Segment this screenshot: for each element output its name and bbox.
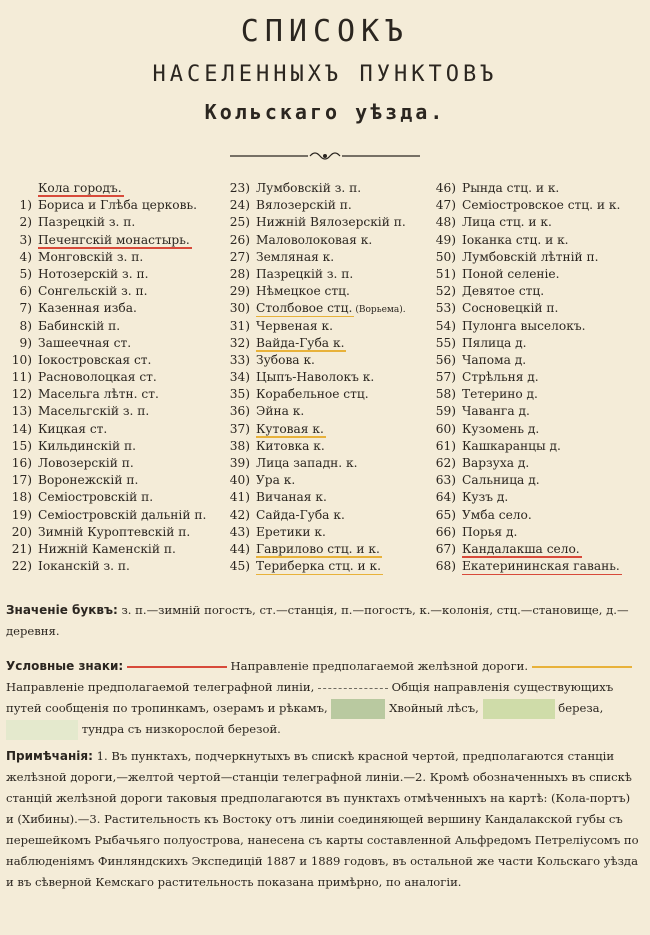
tundra-swatch — [6, 720, 78, 740]
list-item-name: Лумбовскiй з. п. — [256, 181, 362, 195]
list-item — [428, 249, 648, 266]
dashed-line-symbol — [318, 688, 388, 689]
list-item — [222, 403, 432, 420]
list-item-number: 48) — [435, 215, 456, 230]
list-item-name: Вялозерскiй п. — [256, 198, 352, 213]
list-column-1 — [6, 180, 216, 575]
list-item — [6, 232, 216, 249]
list-item-name: Пазрецкiй з. п. — [256, 266, 354, 281]
list-item — [6, 472, 216, 489]
list-item-name: Гаврилово стц. и к. — [256, 541, 380, 556]
list-item — [222, 558, 432, 575]
list-item — [222, 438, 432, 455]
list-item-name: Iоканка стц. и к. — [462, 232, 569, 247]
notes-label: Примѣчанiя: — [6, 749, 93, 763]
list-item-number: 7) — [19, 301, 32, 316]
list-item-name: Пазрецкiй з. п. — [38, 215, 136, 230]
list-item — [222, 232, 432, 249]
list-item — [428, 318, 648, 335]
list-item-note: (Ворьема). — [355, 305, 406, 316]
list-item-name: Лица стц. и к. — [462, 215, 552, 230]
list-item — [222, 318, 432, 335]
list-item-name: Кутовая к. — [256, 421, 324, 436]
list-item-name: Кашкаранцы д. — [462, 438, 561, 453]
list-item-name: Еретики к. — [256, 524, 326, 539]
list-item-name: Вичаная к. — [256, 490, 327, 505]
list-item-name: Чаванга д. — [462, 404, 530, 419]
list-item-number: 14) — [11, 421, 32, 436]
list-item-number: 24) — [229, 198, 250, 213]
list-item — [6, 403, 216, 420]
list-item-name: Семiостровскiй дальнiй п. — [38, 507, 207, 522]
list-item-name: Семiостровскiй п. — [38, 490, 154, 505]
list-item-name: Сосновецкiй п. — [462, 301, 559, 316]
list-item — [428, 455, 648, 472]
list-item-number: 63) — [435, 473, 456, 488]
list-item-name: Маловолоковая к. — [256, 232, 373, 247]
list-item-number: 30) — [229, 301, 250, 316]
list-item — [222, 300, 432, 317]
list-item-name: Сонгельскiй з. п. — [38, 284, 148, 299]
list-item-name: Расноволоцкая ст. — [38, 370, 157, 385]
list-item-name: Цыпъ-Наволокъ к. — [256, 370, 375, 385]
list-item — [222, 197, 432, 214]
list-item-name: Пялица д. — [462, 335, 527, 350]
list-item-name: Зашеечная ст. — [38, 335, 132, 350]
list-item-number: 16) — [11, 456, 32, 470]
list-item — [6, 266, 216, 283]
list-item-number: 68) — [435, 559, 456, 574]
list-item-number: 22) — [11, 559, 32, 574]
list-item — [428, 507, 648, 524]
list-item — [222, 386, 432, 403]
list-item-number: 34) — [229, 370, 250, 385]
list-item — [428, 197, 648, 214]
list-item-name: Китовка к. — [256, 438, 325, 453]
list-item-number: 54) — [435, 318, 456, 333]
list-item-number: 44) — [229, 541, 250, 556]
list-item — [222, 283, 432, 300]
list-item-number: 6) — [19, 284, 32, 299]
list-item-name: Кола городъ. — [38, 181, 122, 195]
list-item-number: 9) — [19, 335, 32, 350]
list-item-number: 67) — [435, 541, 456, 556]
list-item-name: Бориса и Глѣба церковь. — [38, 198, 197, 213]
list-item-number: 51) — [435, 266, 456, 281]
list-item — [428, 283, 648, 300]
list-item-number: 53) — [435, 301, 456, 316]
letters-text: з. п.—зимнiй погостъ, ст.—станцiя, п.—погостъ, к.—колонiя, стц.—становище, д.—деревня. — [6, 603, 629, 638]
red-line-symbol — [127, 666, 227, 668]
notes-section — [6, 746, 640, 893]
list-item-number: 29) — [229, 284, 250, 299]
list-item-name: Казенная изба. — [38, 301, 137, 316]
list-item — [6, 369, 216, 386]
list-item-number: 11) — [11, 370, 32, 385]
list-item — [6, 558, 216, 575]
list-item-name: Печенгскiй монастырь. — [38, 232, 190, 247]
list-item — [428, 180, 648, 197]
list-item — [6, 214, 216, 231]
list-item — [6, 386, 216, 403]
legend-forest: Хвойный лѣсъ, — [389, 701, 479, 715]
list-item-number: 5) — [19, 266, 32, 281]
list-item — [222, 369, 432, 386]
list-item — [222, 249, 432, 266]
list-item — [428, 369, 648, 386]
list-item-number: 2) — [19, 215, 32, 230]
list-item-name: Рында стц. и к. — [462, 181, 560, 195]
list-item — [428, 421, 648, 438]
list-item — [428, 403, 648, 420]
list-item — [6, 352, 216, 369]
list-item — [428, 386, 648, 403]
list-item-number: 42) — [229, 507, 250, 522]
title-line-2: НАСЕЛЕННЫХЪ ПУНКТОВЪ — [152, 62, 498, 87]
letters-label: Значенiе буквъ: — [6, 603, 118, 617]
list-item-number: 46) — [435, 181, 456, 195]
list-item — [6, 283, 216, 300]
list-item-number: 50) — [435, 249, 456, 264]
list-item — [6, 541, 216, 558]
list-item-name: Сальница д. — [462, 473, 540, 488]
list-item-number: 20) — [11, 524, 32, 539]
list-item-name: Эйна к. — [256, 404, 305, 419]
list-item-number: 25) — [229, 215, 250, 230]
ornament-divider-icon — [230, 150, 420, 162]
legend-telegraph: Направленiе предполагаемой телеграфной линiи, — [6, 680, 315, 694]
list-item-name: Нотозерскiй з. п. — [38, 266, 149, 281]
list-item-name: Девятое стц. — [462, 284, 545, 299]
list-item-name: Пулонга выселокъ. — [462, 318, 586, 333]
list-item — [6, 489, 216, 506]
list-item — [428, 232, 648, 249]
list-item-name: Iоканскiй з. п. — [38, 559, 130, 574]
legend-section — [6, 656, 640, 740]
list-item-name: Екатерининская гавань. — [462, 559, 620, 574]
list-item-name: Кильдинскiй п. — [38, 438, 137, 453]
list-item-number: 38) — [229, 438, 250, 453]
list-item — [222, 507, 432, 524]
list-item — [222, 455, 432, 472]
list-item — [222, 472, 432, 489]
list-item-number: 32) — [229, 335, 250, 350]
list-item-number: 33) — [229, 352, 250, 367]
list-item — [6, 524, 216, 541]
legend-tundra: тундра съ низкорослой березой. — [81, 722, 281, 736]
list-item-number: 39) — [229, 456, 250, 470]
list-item-number: 15) — [11, 438, 32, 453]
legend-paths: Общiя направленiя существующихъ путей сообщенiя по тропинкамъ, озерамъ и рѣкамъ, — [6, 680, 614, 715]
list-item — [6, 197, 216, 214]
list-item — [222, 541, 432, 558]
title-line-1: СПИСОКЪ — [240, 14, 410, 49]
list-item — [428, 438, 648, 455]
list-item-number: 1) — [19, 198, 32, 213]
list-item-name: Умба село. — [462, 507, 532, 522]
list-item — [222, 266, 432, 283]
yellow-line-symbol — [532, 666, 632, 668]
list-item-name: Нижнiй Вялозерскiй п. — [256, 215, 406, 230]
list-item-name: Земляная к. — [256, 249, 335, 264]
list-item-number: 61) — [435, 438, 456, 453]
list-item-name: Стрѣльня д. — [462, 370, 539, 385]
list-item-number: 56) — [435, 352, 456, 367]
list-item — [6, 438, 216, 455]
notes-text: 1. Въ пунктахъ, подчеркнутыхъ въ спискѣ красной чертой, предполагаются станцiи желѣзной дороги,—желтой чертой—станцiи телеграфной линiи.—2. Кромѣ обозначенныхъ въ спискѣ станцiй желѣзной дороги таковыя предполагаются въ пунктахъ отмѣченныхъ на картѣ: (Кола-портъ) и (Хибины).—3. Растительность къ Востоку отъ линiи соединяющей вершину Кандалакской губы съ перешейкомъ Рыбачьяго полуострова, нанесена съ карты составленной Альфредомъ Петрелiусомъ по наблюденiямъ Финляндскихъ Экспедицiй 1887 и 1889 годовъ, въ остальной же части Кольскаго уѣзда и въ сѣверной Кемскаго растительность показана примѣрно, по аналогiи. — [6, 749, 639, 889]
list-item-name: Нижнiй Каменскiй п. — [38, 541, 176, 556]
list-item-name: Вайда-Губа к. — [256, 335, 345, 350]
list-item — [428, 335, 648, 352]
list-item-number: 26) — [229, 232, 250, 247]
list-item-name: Столбовое стц. — [256, 301, 353, 316]
list-item-number: 18) — [11, 490, 32, 505]
list-item-name: Чапома д. — [462, 352, 527, 367]
list-item-number: 36) — [229, 404, 250, 419]
list-item-number: 57) — [435, 370, 456, 385]
title-line-3: Кольскаго уѣзда. — [204, 100, 446, 124]
list-item-name: Кандалакша село. — [462, 541, 580, 556]
list-item-name: Нѣмецкое стц. — [256, 284, 350, 299]
list-item-number: 17) — [11, 473, 32, 488]
list-item-name: Семiостровское стц. и к. — [462, 198, 621, 213]
list-item — [222, 524, 432, 541]
list-item-name: Тетерино д. — [462, 387, 538, 402]
list-item-name: Кузъ д. — [462, 490, 509, 505]
list-item-name: Бабинскiй п. — [38, 318, 121, 333]
list-item-number: 55) — [435, 335, 456, 350]
list-item-number: 19) — [11, 507, 32, 522]
list-item — [222, 335, 432, 352]
list-item — [6, 421, 216, 438]
list-item — [428, 352, 648, 369]
list-item-name: Сайда-Губа к. — [256, 507, 345, 522]
list-item-number: 3) — [19, 232, 32, 247]
list-item-name: Зимнiй Куроптевскiй п. — [38, 524, 191, 539]
list-column-3 — [428, 180, 648, 575]
list-item-number: 65) — [435, 507, 456, 522]
list-item-number: 40) — [229, 473, 250, 488]
list-item-number: 35) — [229, 387, 250, 402]
list-item — [222, 489, 432, 506]
list-item-name: Монговскiй з. п. — [38, 249, 144, 264]
list-item — [6, 318, 216, 335]
list-item — [222, 352, 432, 369]
list-item-number: 13) — [11, 404, 32, 419]
list-item-number: 10) — [11, 352, 32, 367]
list-item-number: 59) — [435, 404, 456, 419]
list-item-name: Масельгскiй з. п. — [38, 404, 150, 419]
list-item-name: Лица западн. к. — [256, 456, 358, 470]
list-item-name: Масельга лѣтн. ст. — [38, 387, 159, 402]
list-column-2 — [222, 180, 432, 575]
list-item — [222, 421, 432, 438]
list-item-number: 28) — [229, 266, 250, 281]
list-item-name: Зубова к. — [256, 352, 315, 367]
list-item — [428, 214, 648, 231]
list-item — [428, 541, 648, 558]
list-item-name: Кузомень д. — [462, 421, 540, 436]
list-item-number: 37) — [229, 421, 250, 436]
list-item-name: Iокостровская ст. — [38, 352, 152, 367]
list-item-number: 43) — [229, 524, 250, 539]
legend-rail: Направленiе предполагаемой желѣзной дороги. — [230, 659, 529, 673]
list-item-number: 21) — [11, 541, 32, 556]
list-item — [428, 266, 648, 283]
list-item-number: 23) — [229, 181, 250, 195]
list-item — [222, 180, 432, 197]
list-item-name: Порья д. — [462, 524, 518, 539]
list-item-number: 4) — [19, 249, 32, 264]
list-item — [428, 489, 648, 506]
list-item-number: 8) — [19, 318, 32, 333]
list-item-number: 64) — [435, 490, 456, 505]
list-item — [6, 180, 216, 197]
list-item-number: 58) — [435, 387, 456, 402]
list-item-number: 31) — [229, 318, 250, 333]
birch-swatch — [483, 699, 555, 719]
list-item-name: Поной селенiе. — [462, 266, 560, 281]
list-item-name: Кицкая ст. — [38, 421, 108, 436]
list-item-number: 12) — [11, 387, 32, 402]
list-item-number: 41) — [229, 490, 250, 505]
list-item — [428, 472, 648, 489]
list-item — [428, 300, 648, 317]
list-item — [6, 335, 216, 352]
list-item-number: 60) — [435, 421, 456, 436]
list-item-number: 62) — [435, 456, 456, 470]
list-item-name: Лумбовскiй лѣтнiй п. — [462, 249, 599, 264]
list-item-number: 52) — [435, 284, 456, 299]
list-item — [428, 524, 648, 541]
list-item-name: Ловозерскiй п. — [38, 456, 134, 470]
list-item-number: 47) — [435, 198, 456, 213]
letters-section — [6, 600, 640, 642]
list-item — [428, 558, 648, 575]
list-item — [6, 300, 216, 317]
list-item — [6, 455, 216, 472]
list-item-name: Ура к. — [256, 473, 296, 488]
list-item-number: 45) — [229, 559, 250, 574]
list-item-name: Червеная к. — [256, 318, 333, 333]
forest-swatch — [331, 699, 385, 719]
list-item-name: Корабельное стц. — [256, 387, 369, 402]
list-item-number: 49) — [435, 232, 456, 247]
legend-label: Условные знаки: — [6, 659, 124, 673]
list-item — [222, 214, 432, 231]
list-item-name: Варзуха д. — [462, 456, 530, 470]
list-item — [6, 249, 216, 266]
legend-birch: береза, — [558, 701, 604, 715]
list-item-name: Воронежскiй п. — [38, 473, 139, 488]
list-item — [6, 507, 216, 524]
list-item-name: Териберка стц. и к. — [256, 559, 382, 574]
list-item-number: 66) — [435, 524, 456, 539]
list-item-number: 27) — [229, 249, 250, 264]
